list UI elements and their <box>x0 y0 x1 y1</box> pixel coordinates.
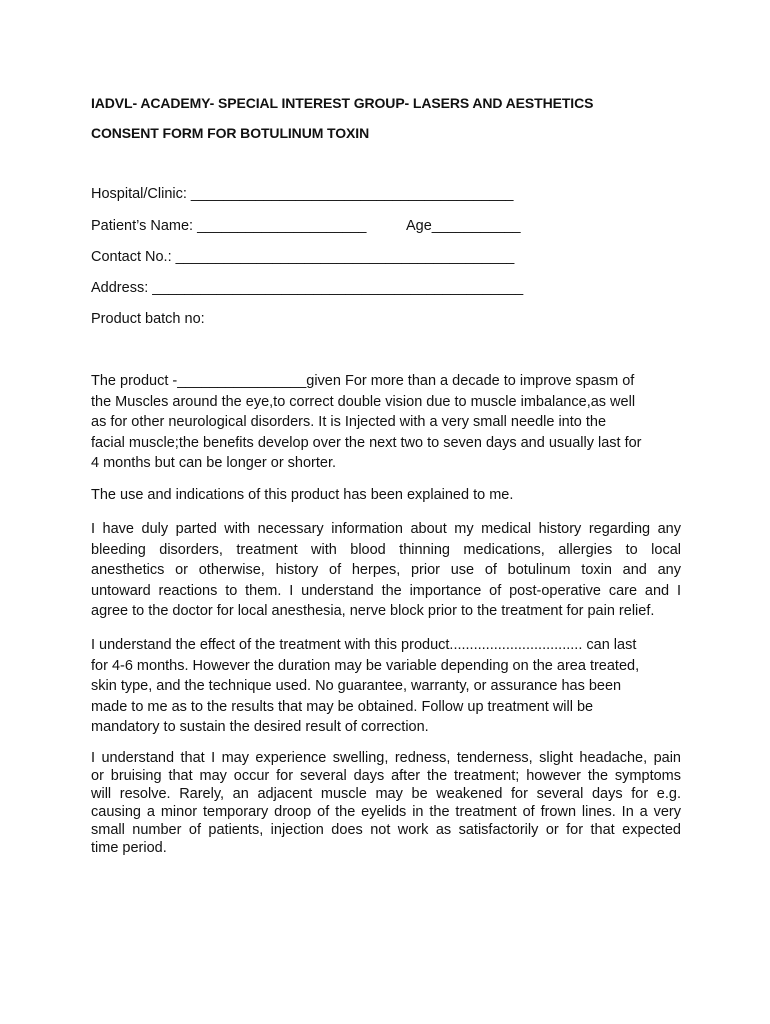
address-field: Address: ______________________________________________ <box>91 280 524 296</box>
paragraph-line: anesthetics or otherwise, history of herpes, prior use of botulinum toxin and any <box>91 562 681 578</box>
paragraph-line: as for other neurological disorders. It is Injected with a very small needle into the <box>91 414 607 430</box>
paragraph-line: 4 months but can be longer or shorter. <box>91 455 337 471</box>
paragraph-line: The product -________________given For more than a decade to improve spasm of <box>91 373 635 389</box>
form-title: CONSENT FORM FOR BOTULINUM TOXIN <box>91 125 370 141</box>
patient-name-field: Patient’s Name: _____________________ <box>91 218 367 234</box>
paragraph-line: causing a minor temporary droop of the eyelids in the treatment of frown lines. In a very <box>91 804 681 820</box>
paragraph-line: I have duly parted with necessary information about my medical history regarding any <box>91 521 681 537</box>
paragraph-line: made to me as to the results that may be obtained. Follow up treatment will be <box>91 698 594 715</box>
age-field: Age___________ <box>406 218 521 234</box>
medical-history-paragraph <box>91 519 681 622</box>
paragraph-line: or bruising that may occur for several days after the treatment; however the symptoms <box>91 768 681 784</box>
paragraph-line: the Muscles around the eye,to correct double vision due to muscle imbalance,as well <box>91 393 636 410</box>
form-header-title: IADVL- ACADEMY- SPECIAL INTEREST GROUP- LASERS AND AESTHETICS <box>91 95 594 111</box>
product-intro-paragraph <box>91 371 681 474</box>
explained-statement: The use and indications of this product has been explained to me. <box>91 487 514 503</box>
hospital-clinic-field: Hospital/Clinic: ________________________________________ <box>91 186 514 202</box>
paragraph-line: facial muscle;the benefits develop over the next two to seven days and usually last for <box>91 434 642 451</box>
paragraph-line: mandatory to sustain the desired result of correction. <box>91 719 429 735</box>
paragraph-line: untoward reactions to them. I understand the importance of post-operative care and I <box>91 582 681 599</box>
contact-number-field: Contact No.: __________________________________________ <box>91 249 515 265</box>
treatment-effect-paragraph <box>91 635 681 738</box>
paragraph-line: small number of patients, injection does not work as satisfactorily or for that expected <box>91 822 681 838</box>
paragraph-line: agree to the doctor for local anesthesia, nerve block prior to the treatment for pain relief. <box>91 603 655 619</box>
paragraph-line: will resolve. Rarely, an adjacent muscle may be weakened for several days for e.g. <box>91 786 681 802</box>
paragraph-line: bleeding disorders, treatment with blood thinning medications, allergies to local <box>91 541 681 558</box>
paragraph-line: time period. <box>91 840 167 856</box>
side-effects-paragraph <box>91 749 681 857</box>
paragraph-line: for 4-6 months. However the duration may be variable depending on the area treated, <box>91 657 640 674</box>
paragraph-line: skin type, and the technique used. No guarantee, warranty, or assurance has been <box>91 678 622 694</box>
product-batch-field: Product batch no: <box>91 311 205 327</box>
paragraph-line: I understand the effect of the treatment with this product................................. can last <box>91 637 637 653</box>
paragraph-line: I understand that I may experience swelling, redness, tenderness, slight headache, pain <box>91 750 681 766</box>
